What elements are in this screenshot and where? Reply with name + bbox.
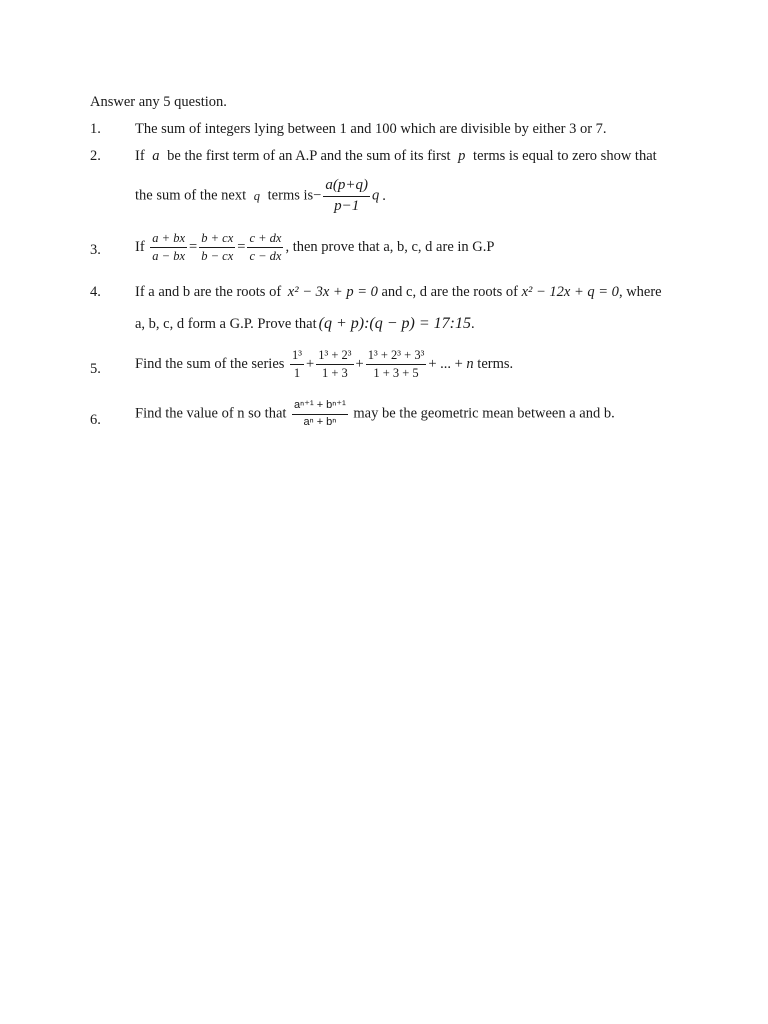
q2-frac-numerator: a(p+q) — [323, 178, 370, 197]
q3-frac-2-denominator: b − cx — [201, 249, 234, 264]
q2-text-first-term: be the first term of an A.P and the sum of its first — [167, 148, 451, 164]
question-4-line-1 — [135, 285, 662, 300]
q4-ratio: (q + p):(q − p) = 17:15 — [318, 315, 471, 332]
q2-text-terms-is: terms is — [267, 187, 314, 204]
q5-plus-2: + — [355, 355, 364, 372]
q2-text-next: the sum of the next — [135, 187, 247, 204]
q5-frac-2-numerator: 1³ + 2³ — [316, 349, 353, 365]
question-5-line — [135, 349, 513, 380]
q2-tail-q: q — [371, 187, 380, 204]
question-2-number: 2. — [90, 148, 101, 164]
q5-tail-dots: + ... + — [428, 355, 463, 372]
q5-frac-2-denominator: 1 + 3 — [321, 366, 348, 381]
q5-var-n: n — [466, 355, 474, 372]
q3-equals-1: = — [189, 238, 198, 255]
instructions-heading: Answer any 5 question. — [90, 94, 227, 110]
q6-fraction — [292, 400, 348, 428]
question-1-text: The sum of integers lying between 1 and 100 which are divisible by either 3 or 7. — [135, 121, 607, 137]
q2-period: . — [382, 187, 386, 204]
q3-frac-1-numerator: a + bx — [150, 232, 187, 248]
question-5-number: 5. — [90, 361, 101, 377]
q3-frac-2-numerator: b + cx — [199, 232, 235, 248]
q2-frac-denominator: p−1 — [334, 197, 360, 214]
q4-text-and-cd: and c, d are the roots of — [381, 284, 518, 300]
q2-minus-sign: − — [313, 187, 322, 204]
q5-text-lead: Find the sum of the series — [135, 355, 285, 372]
q6-frac-denominator: aⁿ + bⁿ — [303, 415, 337, 428]
q3-tail-text: , then prove that a, b, c, d are in G.P — [285, 238, 495, 255]
question-3-line — [135, 232, 494, 263]
q5-frac-1-numerator: 1³ — [290, 349, 304, 365]
q3-equals-2: = — [237, 238, 246, 255]
q4-text-prove: a, b, c, d form a G.P. Prove that — [135, 316, 317, 332]
q3-fraction-1 — [150, 232, 187, 263]
question-2-line-2 — [135, 178, 386, 215]
q2-var-a: a — [152, 148, 160, 164]
q2-text-terms-zero: terms is equal to zero show that — [473, 148, 657, 164]
q4-equation-1: x² − 3x + p = 0 — [287, 284, 378, 300]
question-6-line — [135, 400, 615, 428]
q2-var-q: q — [253, 188, 261, 203]
q6-frac-numerator: aⁿ⁺¹ + bⁿ⁺¹ — [292, 400, 348, 415]
q5-fraction-1 — [290, 349, 304, 380]
q5-fraction-2 — [316, 349, 353, 380]
q5-fraction-3 — [366, 349, 427, 380]
q4-text-roots: If a and b are the roots of — [135, 284, 282, 300]
q2-var-p: p — [458, 148, 466, 164]
q5-tail-terms: terms. — [477, 355, 514, 372]
question-1-number: 1. — [90, 121, 101, 137]
q3-frac-1-denominator: a − bx — [152, 249, 186, 264]
q4-period: . — [470, 316, 475, 332]
q3-frac-3-numerator: c + dx — [247, 232, 283, 248]
q4-text-where: , where — [618, 284, 662, 300]
q2-fraction — [323, 178, 370, 215]
q5-frac-1-denominator: 1 — [293, 366, 301, 381]
q4-equation-2: x² − 12x + q = 0 — [521, 284, 619, 300]
question-4-line-2 — [135, 316, 475, 332]
q6-text-lead: Find the value of n so that — [135, 405, 287, 422]
q5-frac-3-numerator: 1³ + 2³ + 3³ — [366, 349, 427, 365]
q2-text-if: If — [135, 148, 145, 164]
q3-fraction-3 — [247, 232, 283, 263]
question-2-line-1 — [135, 149, 657, 164]
q3-frac-3-denominator: c − dx — [249, 249, 282, 264]
question-4-number: 4. — [90, 284, 101, 300]
question-6-number: 6. — [90, 412, 101, 428]
q3-fraction-2 — [199, 232, 235, 263]
q3-text-if: If — [135, 238, 145, 255]
question-3-number: 3. — [90, 242, 101, 258]
q5-frac-3-denominator: 1 + 3 + 5 — [373, 366, 419, 381]
q6-tail-text: may be the geometric mean between a and b. — [353, 405, 615, 422]
q5-plus-1: + — [306, 355, 315, 372]
